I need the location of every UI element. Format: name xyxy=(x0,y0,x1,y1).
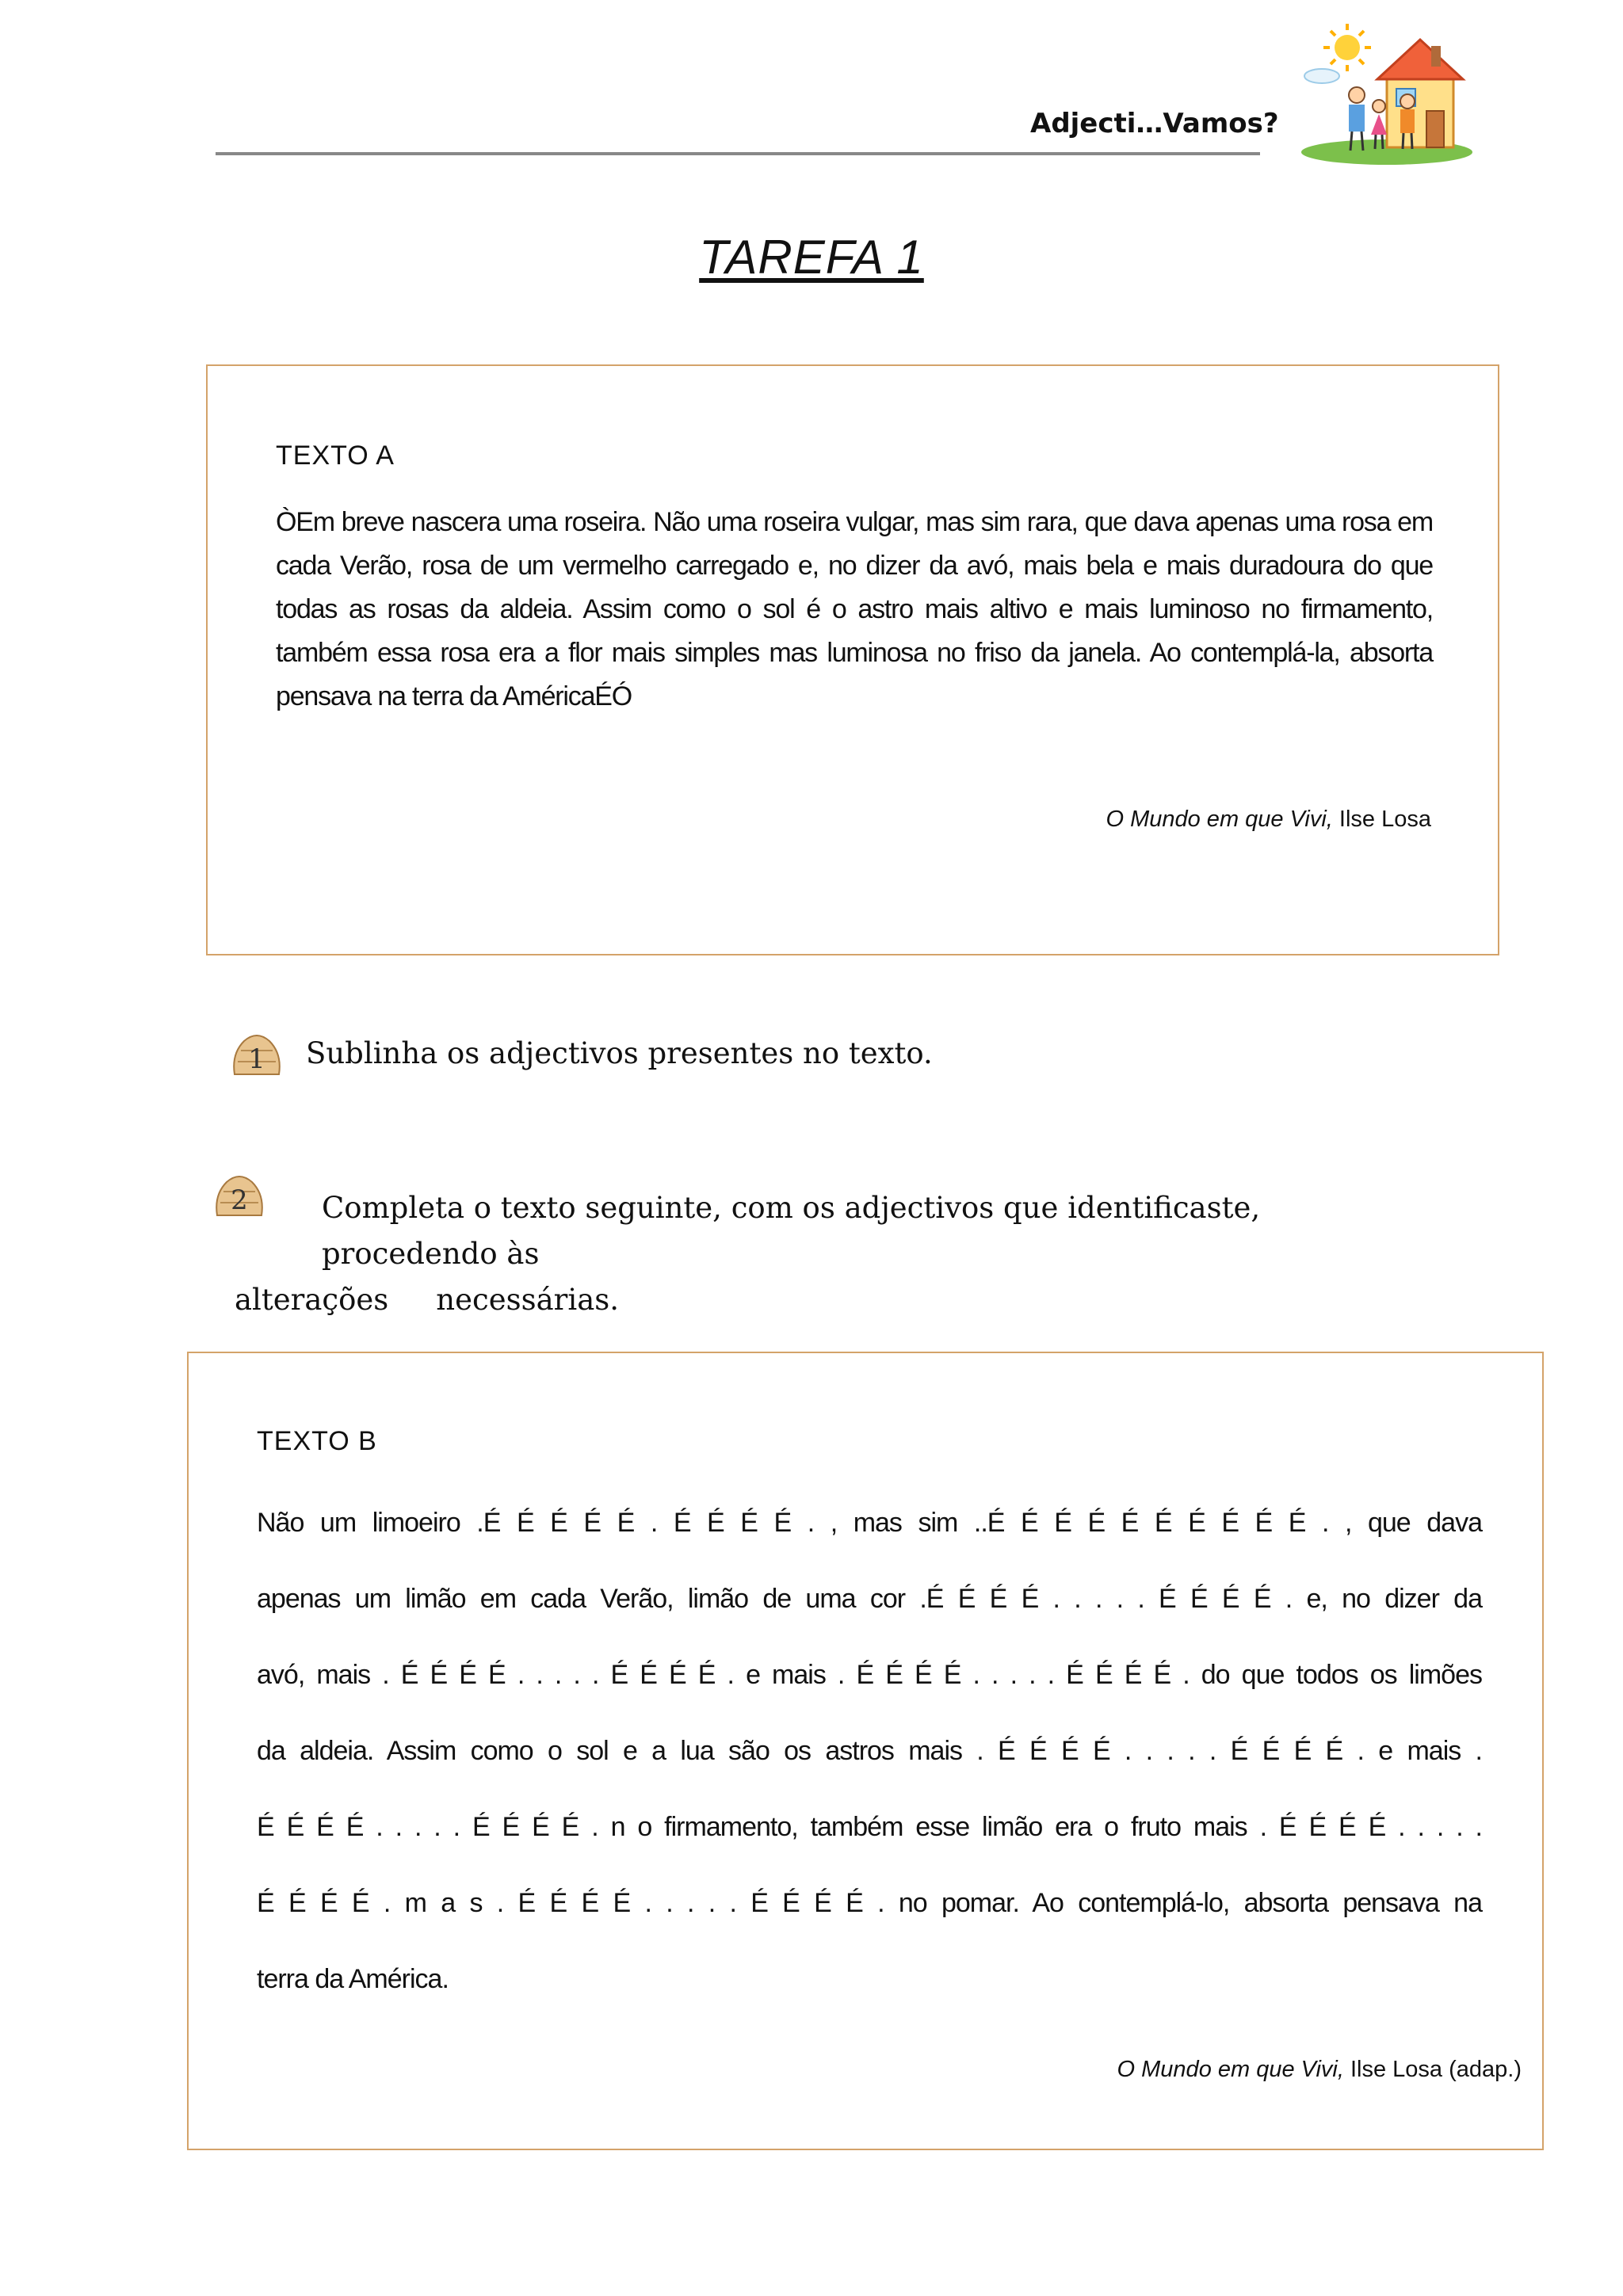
texto-b-line: avó, mais . É É É É . . . . . É É É É . e mais . É É É É . . . . . É É É É . do que todos os limões xyxy=(257,1660,1482,1690)
page-title: TAREFA 1 xyxy=(699,231,924,284)
texto-b-line: apenas um limão em cada Verão, limão de uma cor .É É É É . . . . . É É É É . e, no dizer da xyxy=(257,1584,1482,1614)
question-2-number: 2 xyxy=(231,1184,248,1216)
texto-b-paragraph xyxy=(257,1485,1482,2017)
header-rule xyxy=(216,152,1260,155)
texto-a-heading: TEXTO A xyxy=(276,441,395,471)
question-2-text xyxy=(235,1185,1423,1323)
question-1-text xyxy=(306,1036,933,1070)
texto-b-line: É É É É . m a s . É É É É . . . . . É É É É . no pomar. Ao contemplá-lo, absorta pensava na xyxy=(257,1888,1482,1918)
question-2-line-2 xyxy=(235,1277,1423,1323)
citation-author: Ilse Losa (adap.) xyxy=(1343,2057,1522,2082)
question-2-line-2a: alterações xyxy=(235,1283,389,1317)
texto-b-line: terra da América. xyxy=(257,1964,449,1994)
texto-b-line: da aldeia. Assim como o sol e a lua são os astros mais . É É É É . . . . . É É É É . e mais . xyxy=(257,1736,1482,1766)
question-1-number: 1 xyxy=(248,1043,265,1075)
texto-b-line: Não um limoeiro .É É É É É . É É É É . , mas sim ..É É É É É É É É É É . , que dava xyxy=(257,1508,1482,1538)
house-family-sun-illustration xyxy=(1300,19,1474,165)
texto-a-citation xyxy=(1106,807,1431,833)
question-1-badge-icon xyxy=(230,1030,284,1077)
question-1-label: Sublinha os adjectivos presentes no texto. xyxy=(306,1036,933,1070)
texto-a-box xyxy=(206,364,1499,955)
question-2-line-2b: necessárias. xyxy=(436,1283,620,1317)
texto-a-paragraph: ÒEm breve nascera uma roseira. Não uma roseira vulgar, mas sim rara, que dava apenas uma rosa em cada Verão, rosa de um vermelho carregado e, no dizer da avó, mais bela e mais duradoura do que todas as rosas da aldeia. Assim como o sol é o astro mais altivo e mais luminoso no firmamento, também essa rosa era a flor mais simples mas luminosa no friso da janela. Ao contemplá-la, absorta pensava na terra da AméricaÉÓ xyxy=(276,507,1433,711)
header-label: Adjecti…Vamos? xyxy=(1030,108,1279,139)
texto-b-heading: TEXTO B xyxy=(257,1426,377,1456)
texto-b-citation xyxy=(1117,2057,1522,2083)
texto-b-box xyxy=(187,1352,1544,2150)
citation-title: O Mundo em que Vivi, xyxy=(1106,807,1333,832)
question-2-line-1: Completa o texto seguinte, com os adjectivos que identificaste, procedendo às xyxy=(322,1191,1261,1271)
citation-author: Ilse Losa xyxy=(1332,807,1431,832)
citation-title: O Mundo em que Vivi, xyxy=(1117,2057,1344,2082)
texto-b-line: É É É É . . . . . É É É É . n o firmamento, também esse limão era o fruto mais . É É É É . . . . . xyxy=(257,1812,1482,1842)
